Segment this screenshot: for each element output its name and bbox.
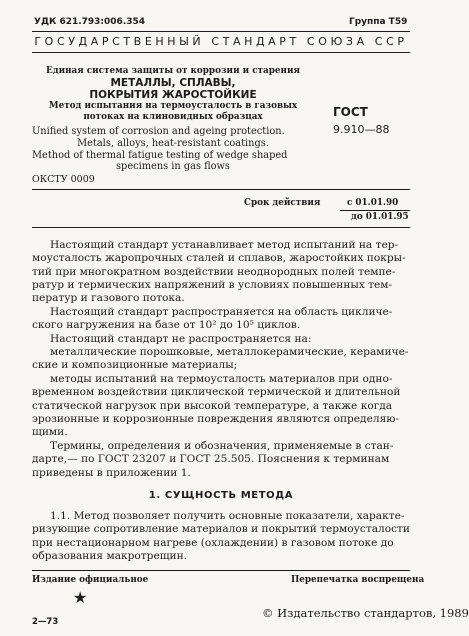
paragraph-line: при нестационарном нагреве (охлаждении) в газовом потоке до [32,536,394,549]
validity-to: до 01.01.95 [351,212,409,222]
paragraph-applies [32,306,410,333]
header-rule-top [32,31,410,32]
paragraph-line: образования макротрещин. [32,549,188,562]
paragraph-line: ратур и термических напряжений в условиях повышенных тем- [32,278,393,291]
publisher-copyright: © Издательство стандартов, 1989 [262,606,469,620]
english-title-line-3: Method of thermal fatigue testing of wedge shaped [32,149,288,161]
validity-from: с 01.01.90 [347,198,399,208]
paragraph-line: ператур и газового потока. [32,292,185,305]
paragraph-line: моусталость жаропрочных сталей и сплавов, жаростойких покры- [32,252,406,265]
paragraph-methods [32,373,410,439]
official-edition: Издание официальное [32,575,149,585]
paragraph-line: Настоящий стандарт распространяется на область цикличе- [50,306,393,318]
star-icon: ★ [73,588,88,607]
standard-banner: ГОСУДАРСТВЕННЫЙ СТАНДАРТ СОЮЗА ССР [34,35,408,48]
paragraph-line: тий при многократном воздействии неоднородных полей темпе- [32,265,396,278]
paragraph-line: щими. [32,426,68,439]
paragraph-line: приведены в приложении 1. [32,466,191,479]
paragraph-line: ризующие сопротивление материалов и покрытий термоусталости [32,523,410,536]
paragraph-materials [32,346,410,373]
paragraph-line: металлические порошковые, металлокерамические, керамиче- [50,346,409,358]
system-title: Единая система защиты от коррозии и старения [46,66,300,76]
paragraph-line: ского нагружения на базе от 10² до 10⁵ циклов. [32,319,301,332]
section-title: 1. СУЩНОСТЬ МЕТОДА [148,490,294,501]
footer-rule [32,570,410,571]
paragraph-line: статической нагрузок при высокой температуре, а также когда [32,399,393,412]
main-title-line-2: ПОКРЫТИЯ ЖАРОСТОЙКИЕ [89,89,257,101]
paragraph-not-applies [32,333,410,346]
method-title-line-2: потоках на клиновидных образцах [83,111,263,122]
paragraph-line: эрозионные и коррозионные повреждения являются определяю- [32,412,400,425]
english-title [32,126,314,173]
validity-label: Срок действия [244,198,321,208]
paragraph-scope [32,239,410,305]
method-title-line-1: Метод испытания на термоусталость в газовых [48,101,298,111]
gost-number: 9.910—88 [333,123,390,136]
main-title-line-1: МЕТАЛЛЫ, СПЛАВЫ, [110,77,236,89]
paragraph-line: Настоящий стандарт не распространяется на: [50,333,312,345]
paragraph-line: дарте,— по ГОСТ 23207 и ГОСТ 25.505. Пояснения к терминам [32,453,390,466]
paragraph-line: временном воздействии циклической термической и длительной [32,386,401,399]
paragraph-line: Настоящий стандарт устанавливает метод испытаний на тер- [50,239,399,251]
page-mark: 2—73 [32,617,59,627]
gost-label: ГОСТ [333,105,368,119]
paragraph-terms [32,440,410,480]
header-rule-bottom [32,52,410,53]
english-title-line-4: specimens in gas flows [116,161,230,173]
paragraph-1-1 [32,510,410,563]
paragraph-line: Термины, определения и обозначения, применяемые в стан- [50,440,394,452]
english-title-line-2: Metals, alloys, heat-resistant coatings. [77,137,269,149]
title-rule [32,189,410,190]
validity-bottom-rule [32,227,410,228]
validity-rule [340,210,410,211]
paragraph-line: ские и композиционные материалы; [32,359,238,372]
okstu-code: ОКСТУ 0009 [32,174,95,185]
paragraph-line: методы испытаний на термоусталость материалов при одно- [50,373,393,385]
title-block [32,66,314,122]
reprint-notice: Перепечатка воспрещена [291,575,425,585]
udk-code: УДК 621.793:006.354 [34,17,146,27]
english-title-line-1: Unified system of corrosion and ageing protection. [32,126,285,137]
paragraph-line: 1.1. Метод позволяет получить основные показатели, характе- [50,510,405,522]
group-code: Группа Т59 [349,17,408,27]
